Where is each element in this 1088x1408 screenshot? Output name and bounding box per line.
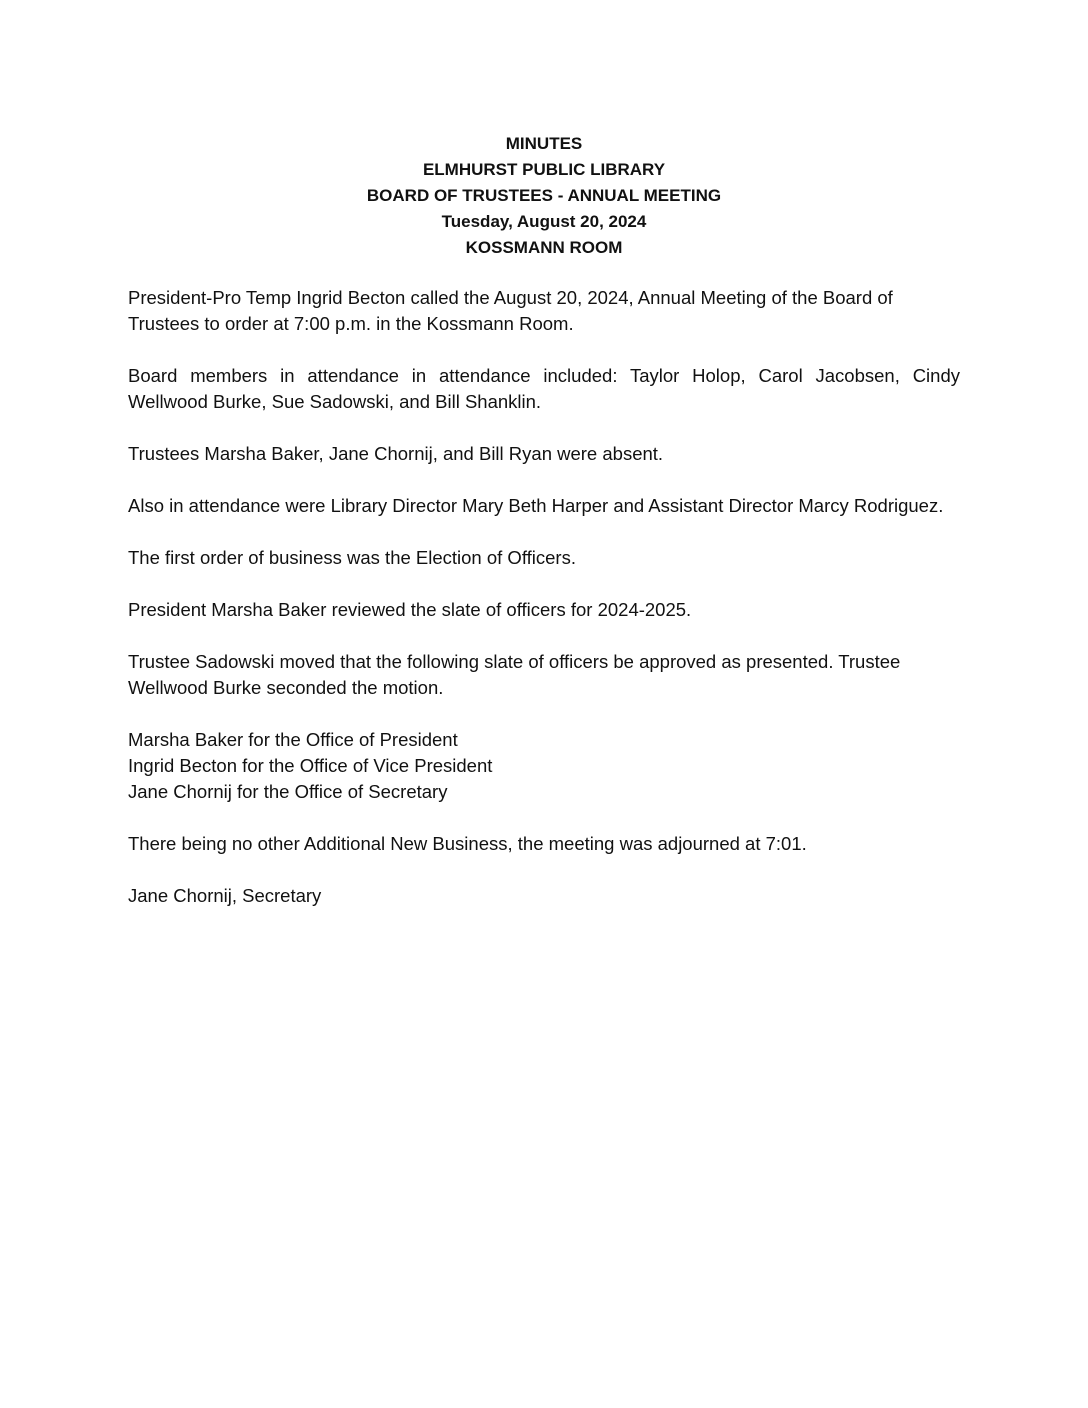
officer-vice-president: Ingrid Becton for the Office of Vice President <box>128 755 493 776</box>
absent-paragraph: Trustees Marsha Baker, Jane Chornij, and Bill Ryan were absent. <box>128 443 664 464</box>
header-location: KOSSMANN ROOM <box>465 238 623 257</box>
officers-list <box>128 727 960 805</box>
header-title: MINUTES <box>505 134 583 153</box>
officer-president: Marsha Baker for the Office of President <box>128 729 458 750</box>
officer-secretary: Jane Chornij for the Office of Secretary <box>128 781 448 802</box>
first-order-paragraph: The first order of business was the Election of Officers. <box>128 547 576 568</box>
also-attending-paragraph: Also in attendance were Library Director Mary Beth Harper and Assistant Director Marcy Rodriguez. <box>128 495 944 516</box>
document-header <box>0 131 1088 261</box>
motion-paragraph: Trustee Sadowski moved that the following slate of officers be approved as presented. Trustee Wellwood Burke seconded the motion. <box>128 651 901 698</box>
slate-review-paragraph: President Marsha Baker reviewed the slate of officers for 2024-2025. <box>128 599 692 620</box>
call-to-order-paragraph: President-Pro Temp Ingrid Becton called the August 20, 2024, Annual Meeting of the Board of Trustees to order at 7:00 p.m. in the Kossmann Room. <box>128 287 893 334</box>
signature-line: Jane Chornij, Secretary <box>128 885 322 906</box>
document-body <box>128 285 960 935</box>
header-organization: ELMHURST PUBLIC LIBRARY <box>422 160 666 179</box>
header-date: Tuesday, August 20, 2024 <box>441 212 647 231</box>
adjourn-paragraph: There being no other Additional New Business, the meeting was adjourned at 7:01. <box>128 833 807 854</box>
header-meeting-type: BOARD OF TRUSTEES - ANNUAL MEETING <box>366 186 722 205</box>
attendance-paragraph: Board members in attendance in attendance included: Taylor Holop, Carol Jacobsen, Cindy Wellwood Burke, Sue Sadowski, and Bill Shanklin. <box>128 365 960 412</box>
